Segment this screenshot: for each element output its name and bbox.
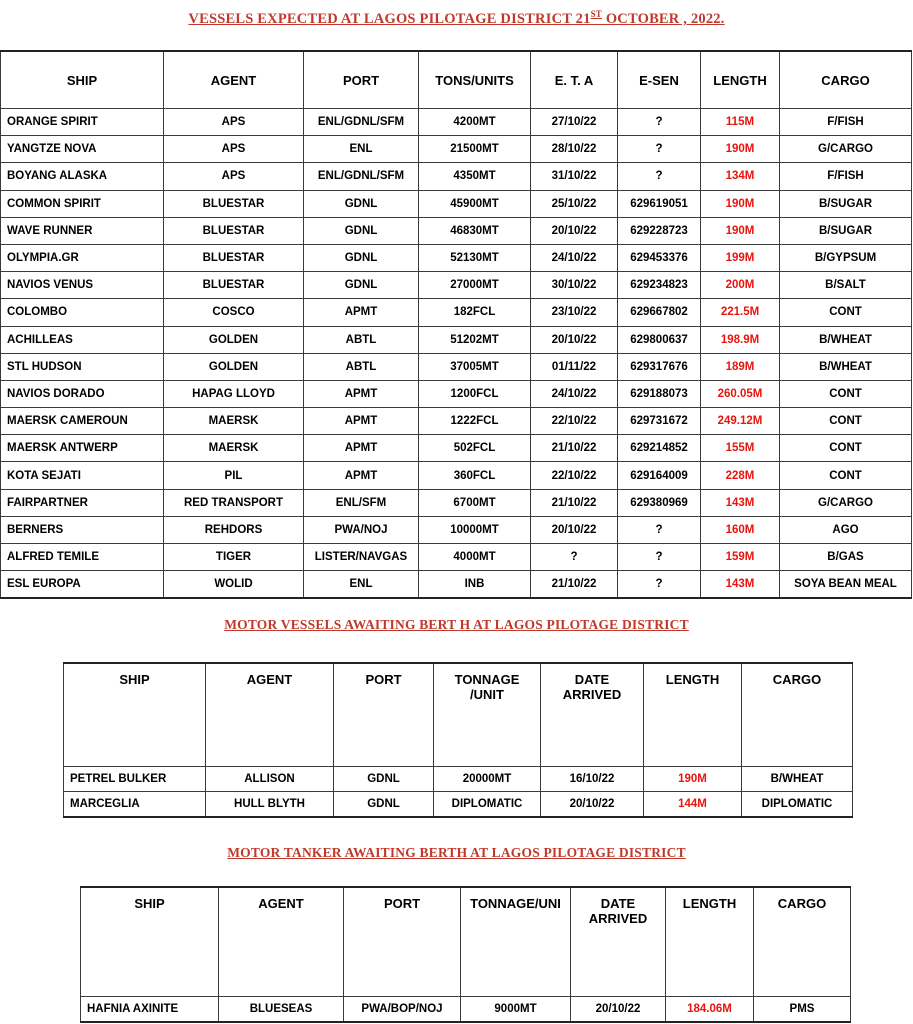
column-header-ship: SHIP bbox=[1, 51, 164, 109]
column-header-cargo-label: CARGO bbox=[777, 896, 827, 911]
cell-ship-name: ALFRED TEMILE bbox=[1, 544, 164, 571]
cell-value: DIPLOMATIC bbox=[742, 792, 853, 818]
cell-value: 20/10/22 bbox=[571, 997, 666, 1023]
cell-length: 190M bbox=[701, 136, 780, 163]
table-row bbox=[1, 435, 912, 462]
cell-value: ENL/GDNL/SFM bbox=[304, 163, 419, 190]
cell-value: APMT bbox=[304, 408, 419, 435]
table-row bbox=[1, 272, 912, 299]
cell-value: 20000MT bbox=[434, 767, 541, 792]
cell-ship-name: PETREL BULKER bbox=[64, 767, 206, 792]
cell-value: ? bbox=[618, 109, 701, 136]
table-row bbox=[81, 997, 851, 1023]
cell-value: PWA/BOP/NOJ bbox=[344, 997, 461, 1023]
cell-value: 45900MT bbox=[419, 190, 531, 217]
table-row bbox=[1, 571, 912, 599]
column-header-tonnage-label: TONNAGE/UNI bbox=[470, 896, 561, 911]
cell-ship-name: COMMON SPIRIT bbox=[1, 190, 164, 217]
column-header-length-label: LENGTH bbox=[682, 896, 737, 911]
column-header-tons-units: TONS/UNITS bbox=[419, 51, 531, 109]
section-title-text-prefix: VESSELS EXPECTED AT LAGOS PILOTAGE DISTRICT 21 bbox=[188, 10, 591, 27]
cell-value: MAERSK bbox=[164, 408, 304, 435]
section-title-text-suffix: OCTOBER , 2022. bbox=[602, 10, 725, 27]
column-header-ship bbox=[64, 663, 206, 767]
cell-ship-name: HAFNIA AXINITE bbox=[81, 997, 219, 1023]
cell-value: 629800637 bbox=[618, 326, 701, 353]
table-row bbox=[1, 489, 912, 516]
cell-value: TIGER bbox=[164, 544, 304, 571]
table-row bbox=[1, 326, 912, 353]
table-row bbox=[1, 353, 912, 380]
cell-value: CONT bbox=[780, 462, 912, 489]
cell-ship-name: MAERSK CAMEROUN bbox=[1, 408, 164, 435]
table-row bbox=[1, 462, 912, 489]
section-title-tanker-awaiting-berth: MOTOR TANKER AWAITING BERTH AT LAGOS PILOTAGE DISTRICT bbox=[227, 845, 686, 860]
cell-value: BLUESTAR bbox=[164, 244, 304, 271]
motor-tanker-awaiting-berth-table-body bbox=[81, 997, 851, 1023]
cell-value: 24/10/22 bbox=[531, 244, 618, 271]
vessels-expected-table-body bbox=[1, 109, 912, 599]
column-header-port-label: PORT bbox=[365, 672, 402, 687]
cell-value: BLUESTAR bbox=[164, 217, 304, 244]
table-row bbox=[1, 163, 912, 190]
cell-value: 25/10/22 bbox=[531, 190, 618, 217]
cell-value: 629731672 bbox=[618, 408, 701, 435]
cell-value: 9000MT bbox=[461, 997, 571, 1023]
cell-value: 10000MT bbox=[419, 516, 531, 543]
column-header-length bbox=[644, 663, 742, 767]
column-header-date-arrived bbox=[571, 887, 666, 997]
cell-length: 115M bbox=[701, 109, 780, 136]
cell-value: 182FCL bbox=[419, 299, 531, 326]
cell-value: B/SUGAR bbox=[780, 190, 912, 217]
cell-value: 22/10/22 bbox=[531, 408, 618, 435]
cell-value: CONT bbox=[780, 408, 912, 435]
cell-value: 24/10/22 bbox=[531, 380, 618, 407]
cell-value: 37005MT bbox=[419, 353, 531, 380]
column-header-ship bbox=[81, 887, 219, 997]
cell-ship-name: ORANGE SPIRIT bbox=[1, 109, 164, 136]
cell-value: 20/10/22 bbox=[531, 516, 618, 543]
cell-value: 20/10/22 bbox=[541, 792, 644, 818]
cell-value: 360FCL bbox=[419, 462, 531, 489]
cell-ship-name: FAIRPARTNER bbox=[1, 489, 164, 516]
table-row bbox=[1, 516, 912, 543]
column-header-ship-label: SHIP bbox=[134, 896, 165, 911]
cell-length: 143M bbox=[701, 571, 780, 599]
cell-value: GDNL bbox=[334, 767, 434, 792]
vessels-expected-table bbox=[0, 50, 912, 599]
cell-value: CONT bbox=[780, 299, 912, 326]
cell-value: WOLID bbox=[164, 571, 304, 599]
cell-value: 629164009 bbox=[618, 462, 701, 489]
cell-value: HAPAG LLOYD bbox=[164, 380, 304, 407]
column-header-cargo bbox=[742, 663, 853, 767]
cell-value: B/GAS bbox=[780, 544, 912, 571]
cell-value: COSCO bbox=[164, 299, 304, 326]
cell-value: 23/10/22 bbox=[531, 299, 618, 326]
cell-value: LISTER/NAVGAS bbox=[304, 544, 419, 571]
cell-value: 21/10/22 bbox=[531, 571, 618, 599]
cell-length: 199M bbox=[701, 244, 780, 271]
cell-value: 20/10/22 bbox=[531, 326, 618, 353]
cell-length: 189M bbox=[701, 353, 780, 380]
cell-value: ? bbox=[618, 163, 701, 190]
cell-value: 20/10/22 bbox=[531, 217, 618, 244]
cell-value: 629667802 bbox=[618, 299, 701, 326]
cell-value: ? bbox=[618, 544, 701, 571]
cell-value: 27000MT bbox=[419, 272, 531, 299]
cell-value: ? bbox=[618, 571, 701, 599]
cell-value: F/FISH bbox=[780, 109, 912, 136]
column-header-agent-label: AGENT bbox=[246, 672, 293, 687]
table-row bbox=[1, 544, 912, 571]
cell-value: SOYA BEAN MEAL bbox=[780, 571, 912, 599]
cell-value: B/WHEAT bbox=[742, 767, 853, 792]
cell-value: 51202MT bbox=[419, 326, 531, 353]
cell-ship-name: STL HUDSON bbox=[1, 353, 164, 380]
motor-vessels-awaiting-berth-table-body bbox=[64, 767, 853, 818]
column-header-date-line1: DATE bbox=[574, 672, 610, 687]
cell-length: 221.5M bbox=[701, 299, 780, 326]
cell-value: 629380969 bbox=[618, 489, 701, 516]
cell-length: 228M bbox=[701, 462, 780, 489]
column-header-tonnage-uni bbox=[461, 887, 571, 997]
cell-value: 629228723 bbox=[618, 217, 701, 244]
cell-value: 01/11/22 bbox=[531, 353, 618, 380]
section-title-tanker-awaiting-berth-wrap bbox=[0, 845, 913, 860]
cell-value: ? bbox=[618, 516, 701, 543]
cell-length: 144M bbox=[644, 792, 742, 818]
column-header-agent-label: AGENT bbox=[258, 896, 304, 911]
cell-value: 629188073 bbox=[618, 380, 701, 407]
cell-value: CONT bbox=[780, 435, 912, 462]
cell-value: 1222FCL bbox=[419, 408, 531, 435]
cell-value: ? bbox=[618, 136, 701, 163]
cell-value: GOLDEN bbox=[164, 326, 304, 353]
cell-length: 249.12M bbox=[701, 408, 780, 435]
cell-value: ENL/SFM bbox=[304, 489, 419, 516]
cell-value: 21500MT bbox=[419, 136, 531, 163]
cell-value: B/SALT bbox=[780, 272, 912, 299]
column-header-port bbox=[344, 887, 461, 997]
cell-value: 4200MT bbox=[419, 109, 531, 136]
cell-value: APMT bbox=[304, 435, 419, 462]
cell-length: 190M bbox=[701, 217, 780, 244]
column-header-agent: AGENT bbox=[164, 51, 304, 109]
cell-value: PMS bbox=[754, 997, 851, 1023]
cell-value: BLUESTAR bbox=[164, 190, 304, 217]
cell-ship-name: NAVIOS DORADO bbox=[1, 380, 164, 407]
cell-value: INB bbox=[419, 571, 531, 599]
table-row bbox=[1, 109, 912, 136]
cell-value: 21/10/22 bbox=[531, 435, 618, 462]
cell-ship-name: BERNERS bbox=[1, 516, 164, 543]
section-title-awaiting-berth: MOTOR VESSELS AWAITING BERT H AT LAGOS PILOTAGE DISTRICT bbox=[224, 617, 689, 632]
section-title-awaiting-berth-wrap bbox=[0, 617, 913, 632]
table-row bbox=[64, 767, 853, 792]
cell-value: 502FCL bbox=[419, 435, 531, 462]
cell-value: APS bbox=[164, 136, 304, 163]
cell-value: GDNL bbox=[304, 190, 419, 217]
cell-value: BLUESTAR bbox=[164, 272, 304, 299]
cell-value: 22/10/22 bbox=[531, 462, 618, 489]
cell-value: CONT bbox=[780, 380, 912, 407]
table-header-row bbox=[81, 887, 851, 997]
cell-value: RED TRANSPORT bbox=[164, 489, 304, 516]
cell-value: PIL bbox=[164, 462, 304, 489]
cell-value: 27/10/22 bbox=[531, 109, 618, 136]
cell-value: 16/10/22 bbox=[541, 767, 644, 792]
column-header-ship-label: SHIP bbox=[119, 672, 150, 687]
cell-ship-name: MARCEGLIA bbox=[64, 792, 206, 818]
column-header-date-line2: ARRIVED bbox=[562, 687, 622, 702]
cell-length: 184.06M bbox=[666, 997, 754, 1023]
cell-value: 1200FCL bbox=[419, 380, 531, 407]
cell-value: 4350MT bbox=[419, 163, 531, 190]
cell-value: APMT bbox=[304, 299, 419, 326]
column-header-date-line2: ARRIVED bbox=[588, 911, 648, 926]
cell-value: B/WHEAT bbox=[780, 353, 912, 380]
cell-ship-name: MAERSK ANTWERP bbox=[1, 435, 164, 462]
cell-ship-name: COLOMBO bbox=[1, 299, 164, 326]
cell-ship-name: BOYANG ALASKA bbox=[1, 163, 164, 190]
cell-value: 46830MT bbox=[419, 217, 531, 244]
table-row bbox=[1, 217, 912, 244]
cell-value: DIPLOMATIC bbox=[434, 792, 541, 818]
cell-value: 4000MT bbox=[419, 544, 531, 571]
table-row bbox=[1, 408, 912, 435]
cell-ship-name: ACHILLEAS bbox=[1, 326, 164, 353]
section-title-vessels-expected bbox=[0, 0, 913, 27]
cell-value: 6700MT bbox=[419, 489, 531, 516]
cell-value: GDNL bbox=[304, 244, 419, 271]
cell-value: GDNL bbox=[304, 217, 419, 244]
cell-length: 200M bbox=[701, 272, 780, 299]
cell-value: REHDORS bbox=[164, 516, 304, 543]
column-header-eta: E. T. A bbox=[531, 51, 618, 109]
table-row bbox=[1, 190, 912, 217]
cell-value: F/FISH bbox=[780, 163, 912, 190]
cell-length: 143M bbox=[701, 489, 780, 516]
cell-length: 190M bbox=[644, 767, 742, 792]
cell-value: 21/10/22 bbox=[531, 489, 618, 516]
cell-ship-name: OLYMPIA.GR bbox=[1, 244, 164, 271]
cell-ship-name: YANGTZE NOVA bbox=[1, 136, 164, 163]
motor-tanker-awaiting-berth-table bbox=[80, 886, 851, 1023]
cell-ship-name: NAVIOS VENUS bbox=[1, 272, 164, 299]
cell-value: 31/10/22 bbox=[531, 163, 618, 190]
cell-value: ABTL bbox=[304, 353, 419, 380]
table-header-row bbox=[64, 663, 853, 767]
table-row bbox=[1, 244, 912, 271]
column-header-tonnage-line1: TONNAGE bbox=[454, 672, 520, 687]
column-header-cargo: CARGO bbox=[780, 51, 912, 109]
cell-value: B/GYPSUM bbox=[780, 244, 912, 271]
column-header-tonnage-unit bbox=[434, 663, 541, 767]
table-row bbox=[1, 136, 912, 163]
cell-value: 30/10/22 bbox=[531, 272, 618, 299]
cell-value: B/WHEAT bbox=[780, 326, 912, 353]
cell-value: 629234823 bbox=[618, 272, 701, 299]
cell-value: 629214852 bbox=[618, 435, 701, 462]
cell-value: ABTL bbox=[304, 326, 419, 353]
table-row bbox=[1, 299, 912, 326]
cell-value: PWA/NOJ bbox=[304, 516, 419, 543]
cell-value: B/SUGAR bbox=[780, 217, 912, 244]
cell-value: BLUESEAS bbox=[219, 997, 344, 1023]
cell-ship-name: ESL EUROPA bbox=[1, 571, 164, 599]
column-header-date-arrived bbox=[541, 663, 644, 767]
column-header-port: PORT bbox=[304, 51, 419, 109]
cell-ship-name: WAVE RUNNER bbox=[1, 217, 164, 244]
column-header-length bbox=[666, 887, 754, 997]
cell-value: MAERSK bbox=[164, 435, 304, 462]
cell-value: 629317676 bbox=[618, 353, 701, 380]
cell-value: AGO bbox=[780, 516, 912, 543]
cell-value: ? bbox=[531, 544, 618, 571]
cell-value: ENL bbox=[304, 136, 419, 163]
column-header-tonnage-line2: /UNIT bbox=[470, 687, 504, 702]
cell-length: 155M bbox=[701, 435, 780, 462]
cell-value: 52130MT bbox=[419, 244, 531, 271]
cell-value: GDNL bbox=[334, 792, 434, 818]
cell-value: ENL bbox=[304, 571, 419, 599]
cell-ship-name: KOTA SEJATI bbox=[1, 462, 164, 489]
motor-vessels-awaiting-berth-table bbox=[63, 662, 853, 818]
table-row bbox=[64, 792, 853, 818]
column-header-length-label: LENGTH bbox=[665, 672, 720, 687]
column-header-length: LENGTH bbox=[701, 51, 780, 109]
cell-value: 629453376 bbox=[618, 244, 701, 271]
column-header-date-line1: DATE bbox=[600, 896, 636, 911]
table-header-row bbox=[1, 51, 912, 109]
cell-length: 260.05M bbox=[701, 380, 780, 407]
cell-value: G/CARGO bbox=[780, 136, 912, 163]
cell-value: HULL BLYTH bbox=[206, 792, 334, 818]
table-row bbox=[1, 380, 912, 407]
cell-length: 160M bbox=[701, 516, 780, 543]
cell-value: APMT bbox=[304, 462, 419, 489]
column-header-cargo bbox=[754, 887, 851, 997]
cell-length: 134M bbox=[701, 163, 780, 190]
cell-value: GDNL bbox=[304, 272, 419, 299]
cell-length: 198.9M bbox=[701, 326, 780, 353]
column-header-cargo-label: CARGO bbox=[772, 672, 822, 687]
cell-value: G/CARGO bbox=[780, 489, 912, 516]
cell-length: 159M bbox=[701, 544, 780, 571]
cell-value: ENL/GDNL/SFM bbox=[304, 109, 419, 136]
cell-value: ALLISON bbox=[206, 767, 334, 792]
cell-value: APS bbox=[164, 109, 304, 136]
cell-value: GOLDEN bbox=[164, 353, 304, 380]
column-header-port bbox=[334, 663, 434, 767]
cell-length: 190M bbox=[701, 190, 780, 217]
cell-value: APMT bbox=[304, 380, 419, 407]
cell-value: 629619051 bbox=[618, 190, 701, 217]
column-header-agent bbox=[206, 663, 334, 767]
section-title-superscript: ST bbox=[590, 9, 602, 19]
column-header-port-label: PORT bbox=[383, 896, 421, 911]
column-header-agent bbox=[219, 887, 344, 997]
cell-value: 28/10/22 bbox=[531, 136, 618, 163]
cell-value: APS bbox=[164, 163, 304, 190]
column-header-e-sen: E-SEN bbox=[618, 51, 701, 109]
